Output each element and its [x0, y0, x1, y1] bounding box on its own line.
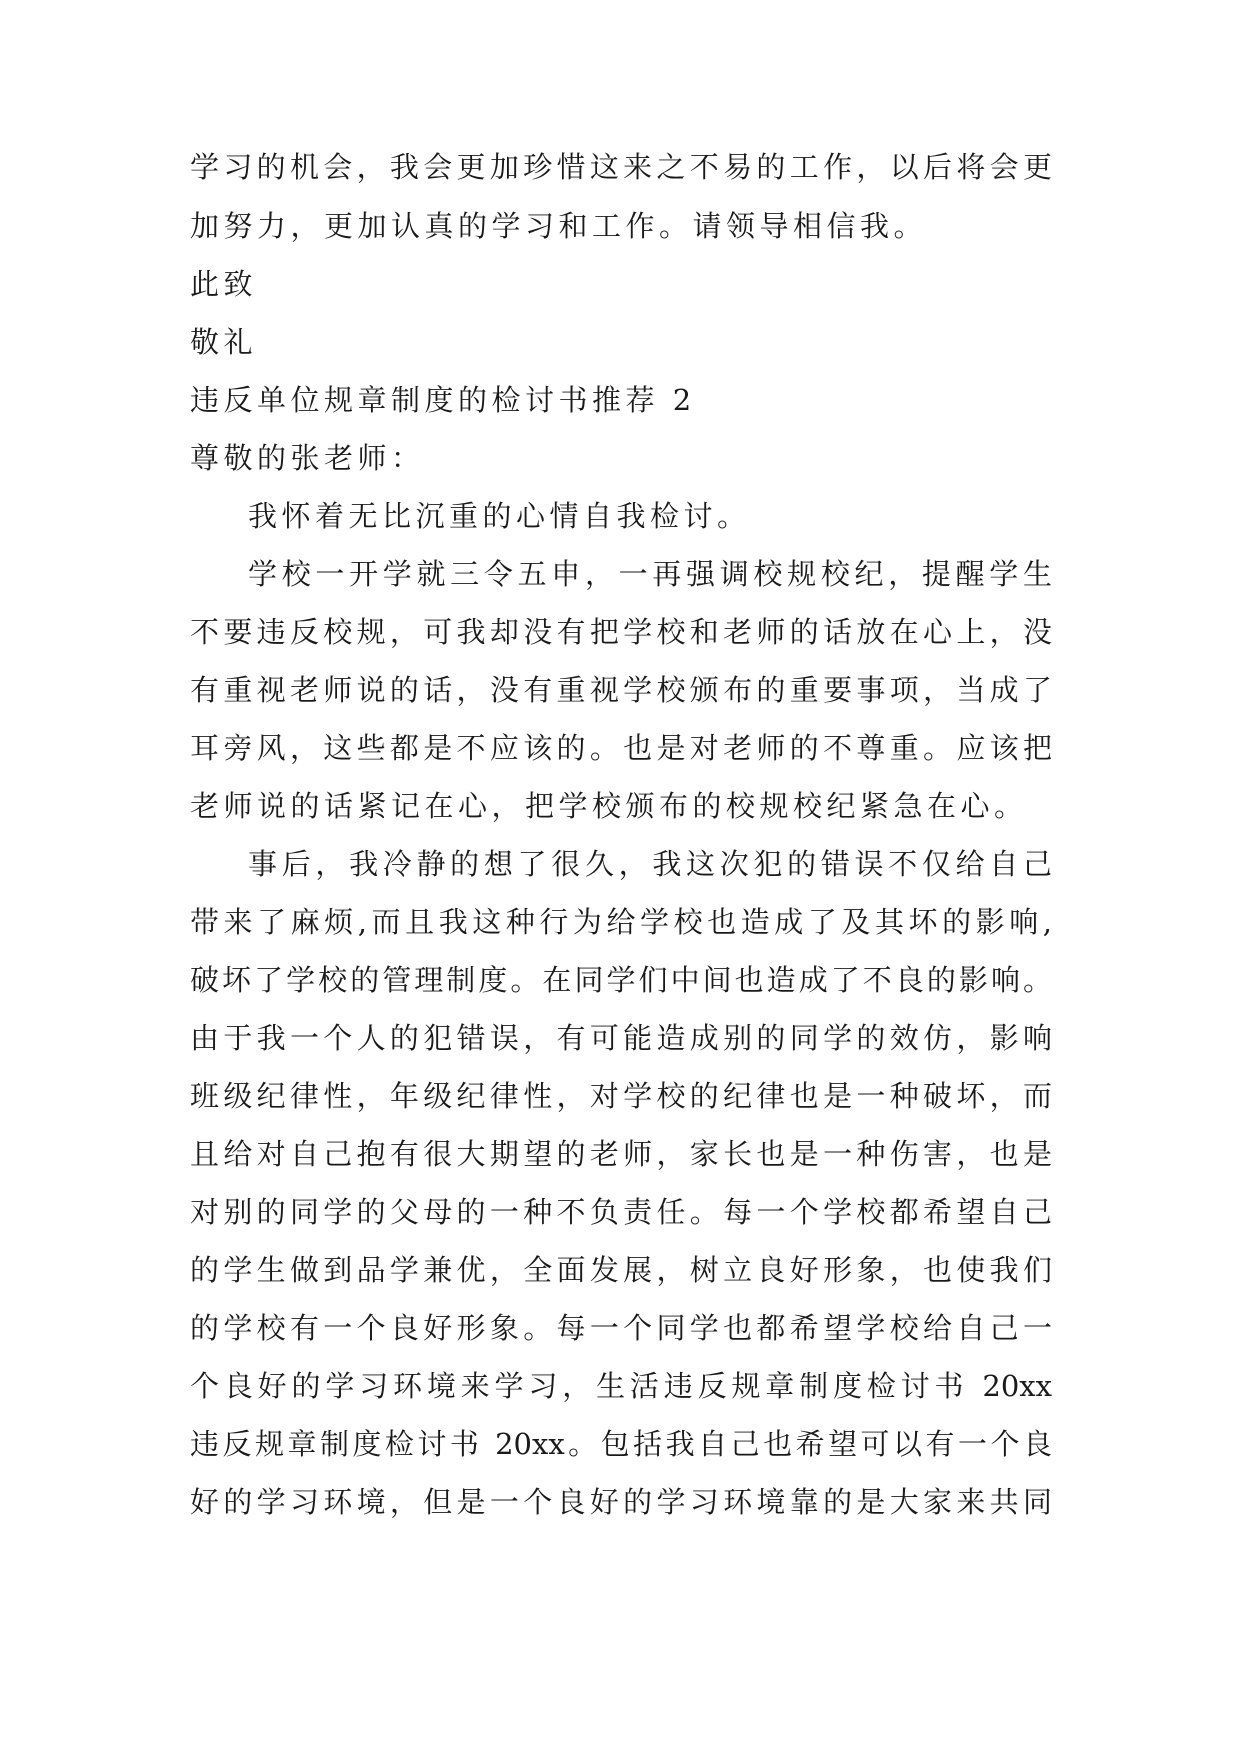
- paragraph-2-line-5: 老师说的话紧记在心，把学校颁布的校规校纪紧急在心。: [190, 789, 1028, 823]
- section-title: 违反单位规章制度的检讨书推荐 2: [190, 383, 696, 417]
- paragraph-3-line-5: 班级纪律性，年级纪律性，对学校的纪律也是一种破坏，而: [190, 1079, 1052, 1113]
- paragraph-2-line-2: 不要违反校规，可我却没有把学校和老师的话放在心上，没: [190, 615, 1052, 649]
- paragraph-3-line-2: 带来了麻烦,而且我这种行为给学校也造成了及其坏的影响,: [190, 905, 1052, 939]
- paragraph-3-line-4: 由于我一个人的犯错误，有可能造成别的同学的效仿，影响: [190, 1021, 1052, 1055]
- paragraph-3-line-8: 的学生做到品学兼优，全面发展，树立良好形象，也使我们: [190, 1253, 1052, 1287]
- paragraph-3-line-9: 的学校有一个良好形象。每一个同学也都希望学校给自己一: [190, 1311, 1052, 1345]
- paragraph-2-line-3: 有重视老师说的话，没有重视学校颁布的重要事项，当成了: [190, 673, 1052, 707]
- closing-regards: 敬礼: [190, 325, 258, 359]
- paragraph-3-line-1: 事后，我冷静的想了很久，我这次犯的错误不仅给自己: [248, 847, 1052, 881]
- paragraph-3-line-12: 好的学习环境，但是一个良好的学习环境靠的是大家来共同: [190, 1485, 1052, 1519]
- paragraph-2-line-1: 学校一开学就三令五申，一再强调校规校纪，提醒学生: [248, 557, 1052, 591]
- text-line-2: 加努力，更加认真的学习和工作。请领导相信我。: [190, 209, 928, 243]
- text-line-1: 学习的机会，我会更加珍惜这来之不易的工作，以后将会更: [190, 150, 1052, 184]
- paragraph-3-line-11: 违反规章制度检讨书 20xx。包括我自己也希望可以有一个良: [190, 1427, 1052, 1461]
- closing-salutation: 此致: [190, 267, 258, 301]
- paragraph-3-line-6: 且给对自己抱有很大期望的老师，家长也是一种伤害，也是: [190, 1137, 1052, 1171]
- paragraph-3-line-7: 对别的同学的父母的一种不负责任。每一个学校都希望自己: [190, 1195, 1052, 1229]
- letter-greeting: 尊敬的张老师：: [190, 441, 425, 475]
- paragraph-3-line-10: 个良好的学习环境来学习，生活违反规章制度检讨书 20xx: [190, 1369, 1052, 1403]
- paragraph-2-line-4: 耳旁风，这些都是不应该的。也是对老师的不尊重。应该把: [190, 731, 1052, 765]
- paragraph-3-line-3: 破坏了学校的管理制度。在同学们中间也造成了不良的影响。: [190, 963, 1052, 997]
- paragraph-1-line-1: 我怀着无比沉重的心情自我检讨。: [248, 499, 751, 533]
